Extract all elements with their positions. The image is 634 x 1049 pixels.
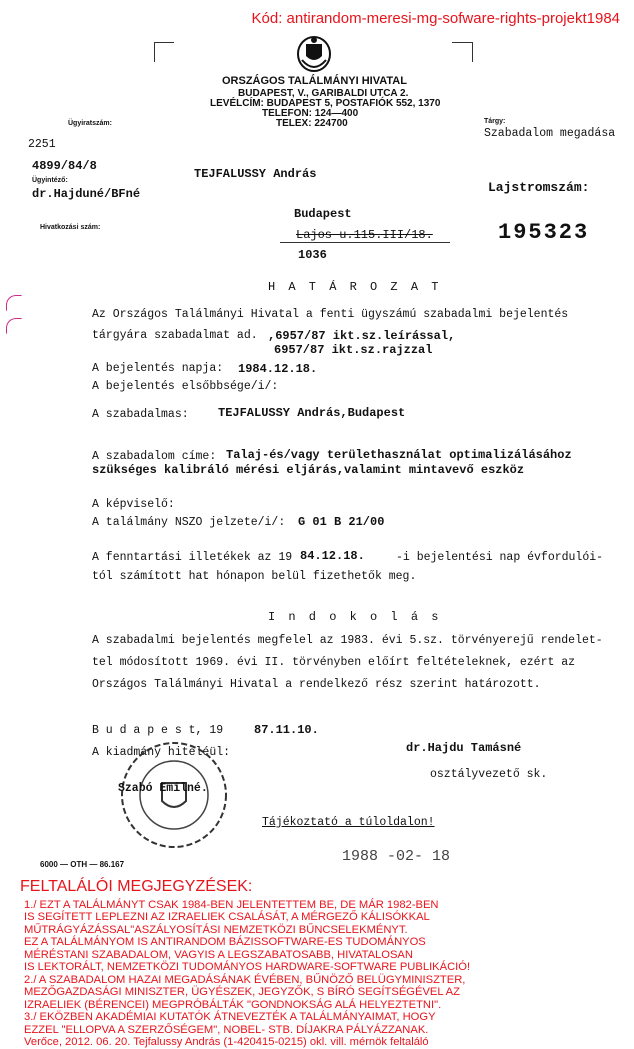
addressee-city: Budapest	[294, 207, 352, 221]
classification-value: G 01 B 21/00	[298, 515, 385, 529]
note-signature-line: Verőce, 2012. 06. 20. Tejfalussy András (1-420415-0215) okl. vill. mérnök feltaláló	[24, 1036, 429, 1048]
signer-name: dr.Hajdu Tamásné	[406, 741, 522, 755]
decision-line-3-value: 6957/87 ikt.sz.rajzzal	[274, 343, 433, 357]
decision-line-1: Az Országos Találmányi Hivatal a fenti ügyszámú szabadalmi bejelentés	[92, 308, 569, 321]
case-prefix: 2251	[28, 138, 56, 151]
certified-label: A kiadmány hiteléül:	[92, 746, 231, 759]
office-telex: TELEX: 224700	[276, 118, 348, 129]
note-line: 2./ A SZABADALOM HAZAI MEGADÁSÁNAK ÉVÉBEN, BŰNÖZŐ BELÜGYMINISZTER,	[24, 973, 466, 986]
address-underline	[280, 242, 450, 243]
note-line: IS SEGÍTETT LEPLEZNI AZ IZRAELIEK CSALÁSÁT, A MÉRGEZŐ KÁLISÓKKAL	[24, 911, 430, 924]
office-address: BUDAPEST, V., GARIBALDI UTCA 2.	[238, 88, 409, 99]
addressee-zip: 1036	[298, 248, 327, 262]
fee-line-1-b: -i bejelentési nap évfordulói-	[396, 551, 604, 564]
note-line: MŰTRÁGYÁZÁSSAL"ASZÁLYOSÍTÁSI NEMZETKÖZI BŰNCSELEKMÉNYT.	[24, 923, 408, 936]
owner-label: A szabadalmas:	[92, 408, 189, 421]
frame-line	[452, 42, 472, 43]
title-label: A szabadalom címe:	[92, 450, 217, 463]
fee-line-2: tól számított hat hónapon belül fizethetők meg.	[92, 570, 417, 583]
notes-title: FELTALÁLÓI MEGJEGYZÉSEK:	[20, 878, 253, 895]
reverse-side-notice: Tájékoztató a túloldalon!	[262, 816, 435, 829]
reasoning-line-1: A szabadalmi bejelentés megfelel az 1983. évi 5.sz. törvényerejű rendelet-	[92, 634, 603, 647]
note-line: MÉRÉSTANI SZABADALOM, VAGYIS A LEGSZABATOSABB, HIVATALOSAN	[24, 948, 413, 961]
place-date-value: 87.11.10.	[254, 723, 319, 737]
place-date-prefix: B u d a p e s t, 19	[92, 724, 224, 737]
owner-value: TEJFALUSSY András,Budapest	[218, 406, 406, 420]
priority-label: A bejelentés elsőbbsége/i/:	[92, 380, 279, 393]
title-line-2: szükséges kalibráló mérési eljárás,valamint mintavevő eszköz	[92, 463, 525, 477]
header-code: Kód: antirandom-meresi-mg-sofware-rights-projekt1984	[251, 10, 620, 27]
filing-date: 1984.12.18.	[238, 362, 318, 376]
form-code: 6000 — OTH — 86.167	[40, 860, 125, 869]
case-number-label: Ügyiratszám:	[68, 120, 112, 127]
decision-line-2-prefix: tárgyára szabadalmat ad.	[92, 329, 258, 342]
note-line: 3./ EKÖZBEN AKADÉMIAI KUTATÓK ÁTNEVEZTÉK A TALÁLMÁNYAIMAT, HOGY	[24, 1011, 436, 1024]
subject-value: Szabadalom megadása	[484, 127, 616, 140]
decision-heading: H A T Á R O Z A T	[268, 280, 442, 294]
fee-line-1-date: 84.12.18.	[300, 549, 365, 563]
reasoning-line-2: tel módosított 1969. évi II. törvényben előírt feltételeknek, ezért az	[92, 656, 576, 669]
clerk-name: dr.Hajduné/BFné	[32, 187, 141, 201]
filing-date-label: A bejelentés napja:	[92, 362, 224, 375]
case-number: 4899/84/8	[32, 159, 97, 173]
reference-label: Hivatkozási szám:	[40, 224, 101, 231]
office-postal: LEVÉLCÍM: BUDAPEST 5, POSTAFIÓK 552, 1370	[210, 98, 441, 109]
margin-mark	[6, 318, 22, 334]
office-name: ORSZÁGOS TALÁLMÁNYI HIVATAL	[222, 75, 407, 87]
decision-line-2-value: ,6957/87 ikt.sz.leírással,	[268, 329, 456, 343]
addressee-street: Lajos u.115.III/18.	[296, 228, 433, 242]
addressee-name: TEJFALUSSY András	[194, 167, 317, 181]
hungarian-coat-of-arms-icon	[296, 34, 332, 72]
signer-title: osztályvezető sk.	[430, 768, 548, 781]
frame-line	[154, 42, 155, 62]
reasoning-line-3: Országos Találmányi Hivatal a rendelkező rész szerint határozott.	[92, 678, 541, 691]
title-line-1: Talaj-és/vagy területhasználat optimalizálásához	[226, 448, 572, 462]
subject-label: Tárgy:	[484, 118, 506, 125]
representative-label: A képviselő:	[92, 498, 175, 511]
clerk-label: Ügyintéző:	[32, 177, 68, 184]
note-line: EZZEL "ELLOPVA A SZERZŐSÉGEM", NOBEL- STB. DÍJAKRA PÁLYÁZZANAK.	[24, 1023, 429, 1036]
round-official-stamp-icon	[114, 735, 234, 855]
registry-number: 195323	[498, 220, 590, 245]
certifier-name: Szabó Emilné.	[118, 782, 208, 795]
note-line: IS LEKTORÁLT, NEMZETKÖZI TUDOMÁNYOS HARDWARE-SOFTWARE PUBLIKÁCIÓ!	[24, 961, 471, 974]
reasoning-heading: I n d o k o l á s	[268, 610, 442, 624]
note-line: EZ A TALÁLMÁNYOM IS ANTIRANDOM BÁZISSOFTWARE-ES TUDOMÁNYOS	[24, 936, 426, 949]
fee-line-1-a: A fenntartási illetékek az 19	[92, 551, 293, 564]
margin-mark	[6, 295, 22, 311]
note-line: MEZŐGAZDASÁGI MINISZTER, ÜGYÉSZEK, JEGYZŐK, S BÍRÓ SEGÍTSÉGÉVEL AZ	[24, 986, 460, 999]
note-line: 1./ EZT A TALÁLMÁNYT CSAK 1984-BEN JELENTETTEM BE, DE MÁR 1982-BEN	[24, 899, 439, 911]
received-stamp: 1988 -02- 18	[342, 848, 451, 865]
frame-line	[154, 42, 174, 43]
registry-label: Lajstromszám:	[488, 180, 590, 195]
note-line: IZRAELIEK (BÉRENCEI) MEGPRÓBÁLTÁK "GONDNOKSÁG ALÁ HELYEZTETNI".	[24, 998, 442, 1011]
classification-label: A találmány NSZO jelzete/i/:	[92, 516, 286, 529]
frame-line	[472, 42, 473, 62]
office-phone: TELEFON: 124—400	[262, 108, 359, 119]
